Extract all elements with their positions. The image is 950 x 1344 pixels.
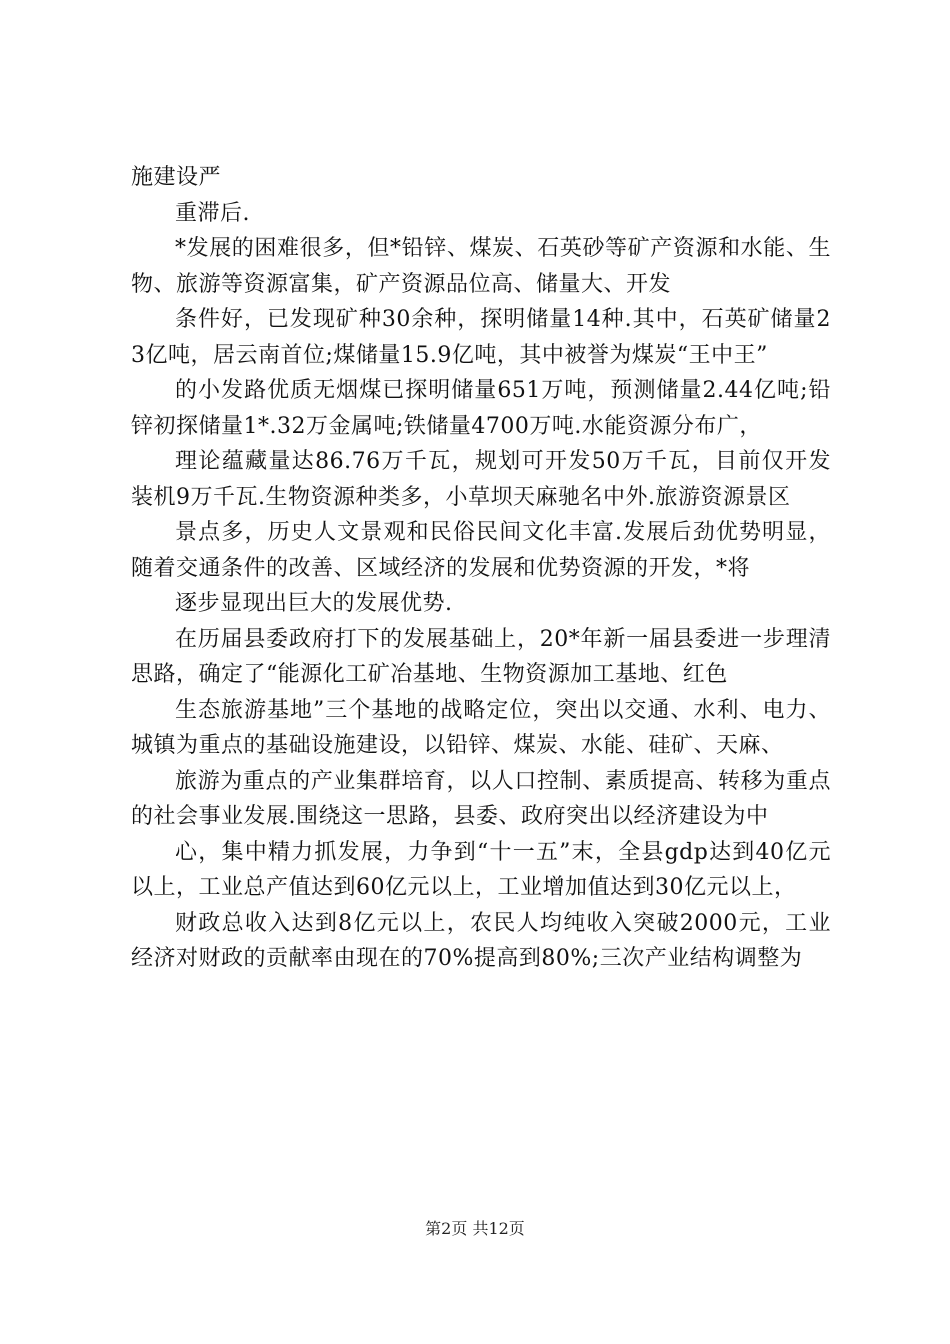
paragraph: 的小发路优质无烟煤已探明储量651万吨，预测储量2.44亿吨;铅锌初探储量1*.32万金属吨;铁储量4700万吨.水能资源分布广，: [131, 378, 831, 439]
paragraph: 心，集中精力抓发展，力争到“十一五”末，全县gdp达到40亿元以上，工业总产值达到60亿元以上，工业增加值达到30亿元以上，: [131, 839, 831, 900]
paragraph: 旅游为重点的产业集群培育，以人口控制、素质提高、转移为重点的社会事业发展.围绕这一思路，县委、政府突出以经济建设为中: [131, 768, 831, 829]
document-body: [131, 160, 831, 977]
paragraph: 条件好，已发现矿种30余种，探明储量14种.其中，石英矿储量23亿吨，居云南首位;煤储量15.9亿吨，其中被誉为煤炭“王中王”: [131, 307, 831, 368]
paragraph: 生态旅游基地”三个基地的战略定位，突出以交通、水利、电力、城镇为重点的基础设施建设，以铅锌、煤炭、水能、硅矿、天麻、: [131, 697, 831, 758]
paragraph: 景点多，历史人文景观和民俗民间文化丰富.发展后劲优势明显，随着交通条件的改善、区域经济的发展和优势资源的开发，*将: [131, 520, 831, 581]
paragraph: 重滞后.: [175, 200, 250, 226]
paragraph: *发展的困难很多，但*铅锌、煤炭、石英砂等矿产资源和水能、生物、旅游等资源富集，矿产资源品位高、储量大、开发: [131, 236, 831, 297]
paragraph: 施建设严: [131, 165, 222, 190]
page-number-footer: 第2页 共12页: [425, 1219, 525, 1238]
paragraph: 逐步显现出巨大的发展优势.: [175, 591, 453, 616]
paragraph: 财政总收入达到8亿元以上，农民人均纯收入突破2000元，工业经济对财政的贡献率由现在的70%提高到80%;三次产业结构调整为: [131, 910, 831, 971]
paragraph: 理论蕴藏量达86.76万千瓦，规划可开发50万千瓦，目前仅开发装机9万千瓦.生物资源种类多，小草坝天麻驰名中外.旅游资源景区: [131, 449, 831, 510]
paragraph: 在历届县委政府打下的发展基础上，20*年新一届县委进一步理清思路，确定了“能源化工矿冶基地、生物资源加工基地、红色: [131, 626, 831, 687]
